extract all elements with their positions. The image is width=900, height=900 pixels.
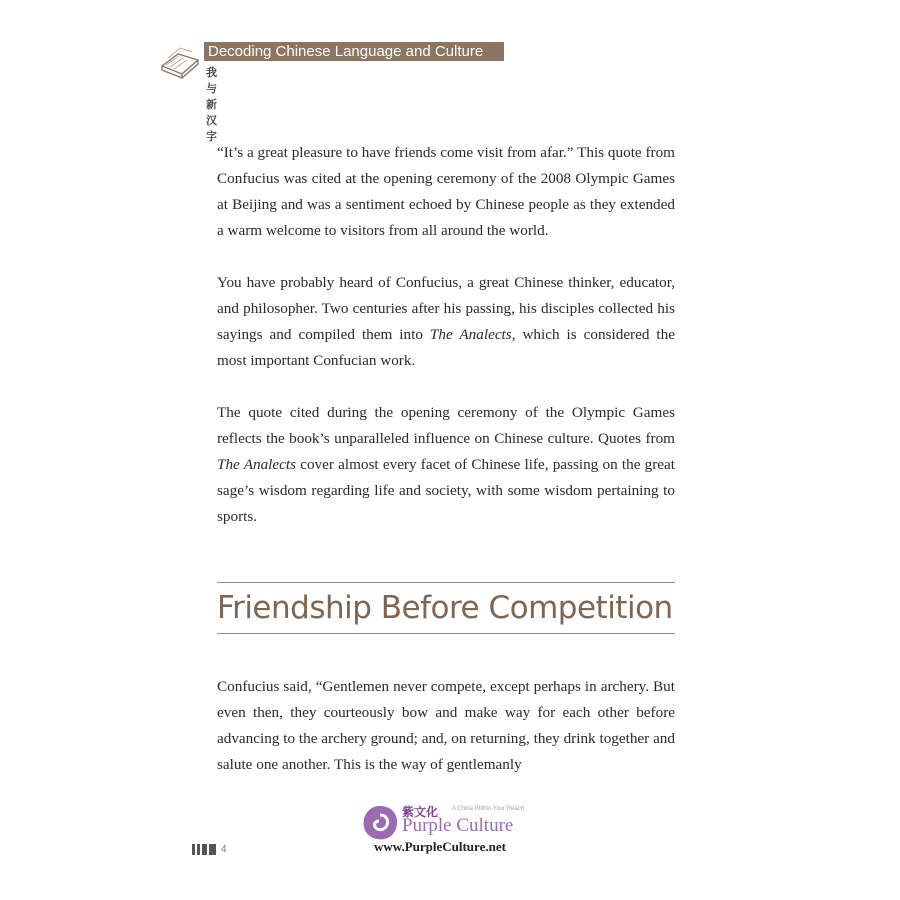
paragraph-confucius: You have probably heard of Confucius, a great Chinese thinker, educator, and philosopher. Two centuries after his passing, his disciples collected his sayings and compiled them into The Analects, which is considered the most important Confucian work. [217,274,675,369]
open-book-icon [158,40,204,80]
paragraph-archery: Confucius said, “Gentlemen never compete, except perhaps in archery. But even then, they courteously bow and make way for each other before advancing to the archery ground; and, on returning, they drink together and salute one another. This is the way of gentlemanly [217,678,675,773]
watermark-brand-name: Purple Culture [402,815,514,836]
footer-mark [197,844,200,855]
watermark-chinese: 紫文化 [402,805,439,819]
book-subtitle: 我与新汉字 [206,66,217,143]
watermark-url: www.PurpleCulture.net [374,839,506,854]
page-number: 4 [221,844,227,855]
paragraph-intro: “It’s a great pleasure to have friends come visit from afar.” This quote from Confucius was cited at the opening ceremony of the 2008 Olympic Games at Beijing and was a sentiment echoed by Chinese people as they extended a warm welcome to visitors from all around the world. [217,144,675,239]
footer-mark [202,844,207,855]
footer-mark [192,844,195,855]
heading-rule-bottom [217,633,675,634]
book-title-analects: The Analects [217,456,297,473]
section-heading-block [217,582,675,634]
section-body [217,674,675,778]
page-footer [192,844,227,855]
heading-rule-top [217,582,675,583]
purple-culture-watermark [360,803,550,863]
footer-mark [209,844,216,855]
body-text [217,140,675,530]
book-title-banner: Decoding Chinese Language and Culture [204,42,504,61]
book-title-analects: The Analects [429,326,512,343]
paragraph-influence: The quote cited during the opening ceremony of the Olympic Games reflects the book’s unparalleled influence on Chinese culture. Quotes from The Analects cover almost every facet of Chinese life, passing on the great sage’s wisdom regarding life and society, with some wisdom pertaining to sports. [217,404,675,525]
purple-culture-logo-icon [360,803,400,843]
watermark-tagline: A China Within Your Reach [452,806,525,812]
section-title: Friendship Before Competition [217,590,673,626]
